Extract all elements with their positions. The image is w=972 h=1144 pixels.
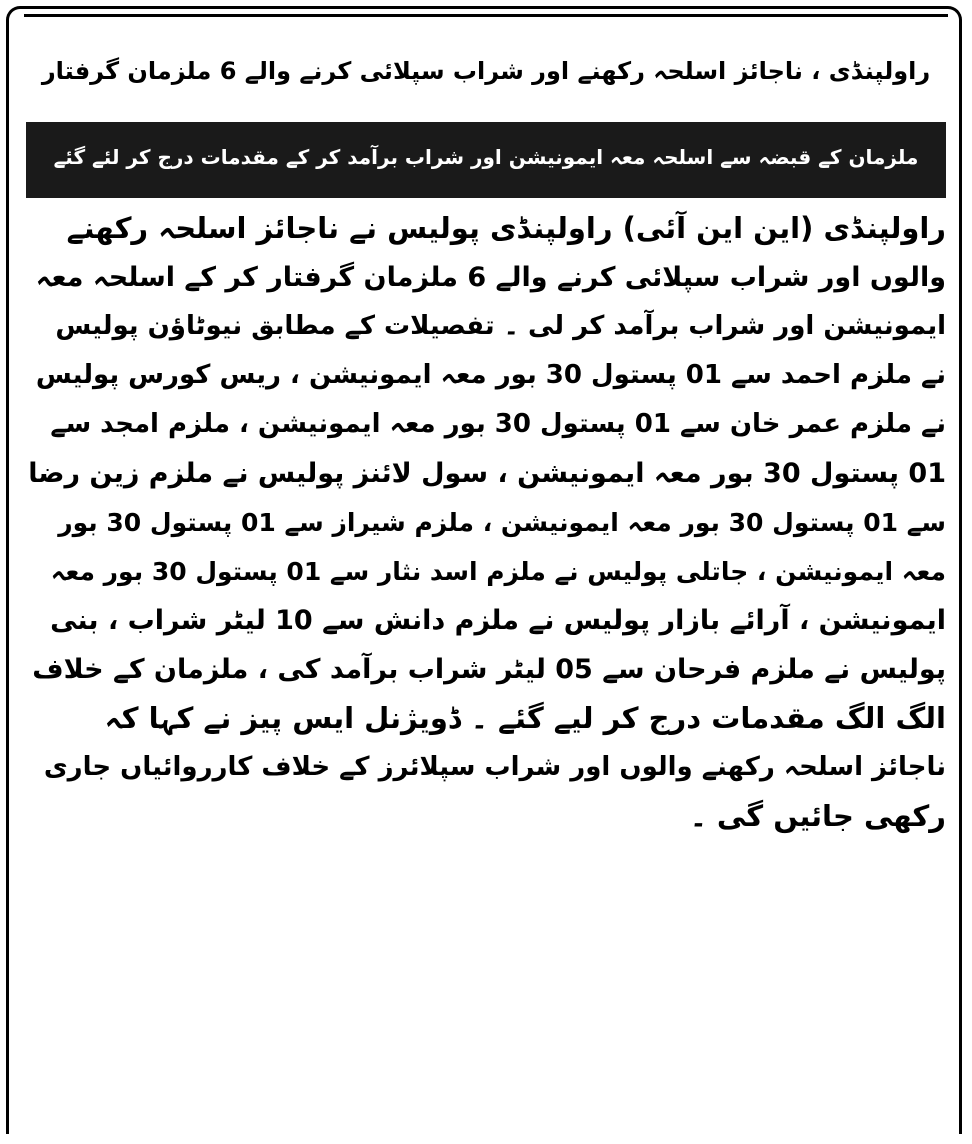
- body-line: معہ ایمونیشن ، جاتلی پولیس نے ملزم اسد نثار سے 01 پستول 30 بور معہ: [50, 557, 946, 586]
- body-line: والوں اور شراب سپلائی کرنے والے 6 ملزمان گرفتار کر کے اسلحہ معہ: [35, 262, 946, 293]
- body-line: پولیس نے ملزم فرحان سے 05 لیٹر شراب برآمد کی ، ملزمان کے خلاف: [32, 654, 946, 685]
- article-body: [26, 204, 946, 841]
- body-line: ایمونیشن اور شراب برآمد کر لی ۔ تفصیلات کے مطابق نیوٹاؤن پولیس: [55, 311, 946, 341]
- body-line: الگ الگ مقدمات درج کر لیے گئے ۔ ڈویژنل ایس پیز نے کہا کہ: [104, 701, 946, 735]
- body-line: ایمونیشن ، آرائے بازار پولیس نے ملزم دانش سے 10 لیٹر شراب ، بنی: [50, 605, 946, 636]
- subheadline-bar: ملزمان کے قبضہ سے اسلحہ معہ ایمونیشن اور شراب برآمد کر کے مقدمات درج کر لئے گئے: [26, 122, 946, 198]
- news-article: [26, 30, 946, 841]
- body-line: ناجائز اسلحہ رکھنے والوں اور شراب سپلائرز کے خلاف کارروائیاں جاری: [43, 752, 946, 782]
- body-line: سے 01 پستول 30 بور معہ ایمونیشن ، ملزم شیراز سے 01 پستول 30 بور: [58, 508, 946, 537]
- body-line: نے ملزم احمد سے 01 پستول 30 بور معہ ایمونیشن ، ریس کورس پولیس: [35, 360, 946, 390]
- body-line: راولپنڈی (این این آئی) راولپنڈی پولیس نے ناجائز اسلحہ رکھنے: [66, 211, 946, 245]
- body-line: رکھی جائیں گی ۔: [689, 799, 946, 833]
- body-line: نے ملزم عمر خان سے 01 پستول 30 بور معہ ایمونیشن ، ملزم امجد سے: [50, 409, 946, 439]
- body-line: 01 پستول 30 بور معہ ایمونیشن ، سول لائنز پولیس نے ملزم زین رضا: [28, 458, 946, 489]
- top-rule: [24, 14, 948, 17]
- headline: راولپنڈی ، ناجائز اسلحہ رکھنے اور شراب سپلائی کرنے والے 6 ملزمان گرفتار: [41, 57, 931, 85]
